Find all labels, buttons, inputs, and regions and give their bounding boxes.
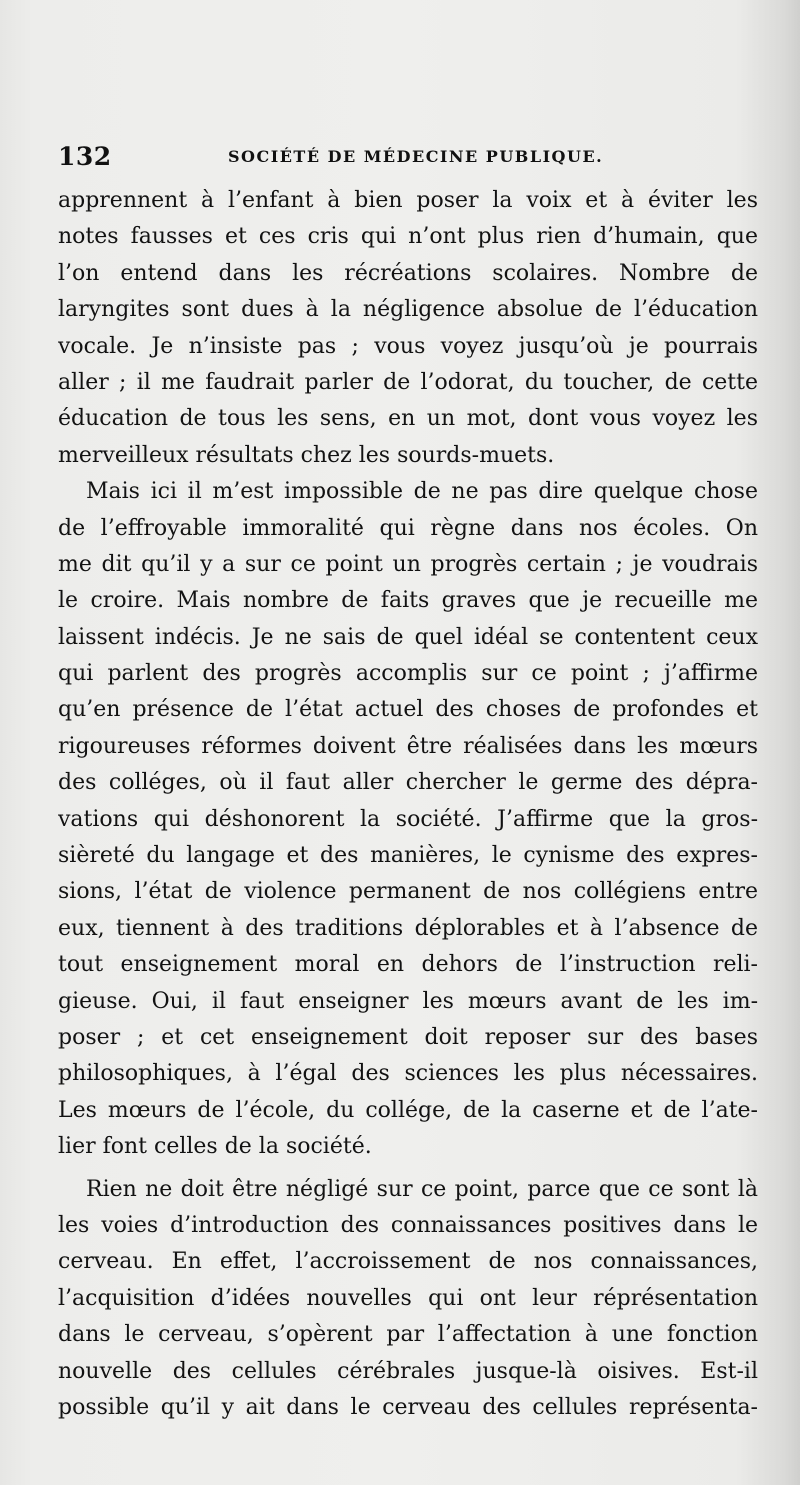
text-line: les voies d’introduction des connaissances positives dans le: [58, 1212, 758, 1238]
text-line: l’acquisition d’idées nouvelles qui ont leur réprésentation: [58, 1285, 758, 1311]
text-line: laissent indécis. Je ne sais de quel idéal se contentent ceux: [58, 624, 758, 650]
text-line: merveilleux résultats chez les sourds-muets.: [58, 442, 555, 468]
paragraph: [58, 1172, 758, 1427]
body-text: [58, 183, 758, 1426]
text-line: gieuse. Oui, il faut enseigner les mœurs avant de les im-: [58, 988, 758, 1014]
text-line: philosophiques, à l’égal des sciences les plus nécessaires.: [58, 1061, 758, 1087]
text-line: qu’en présence de l’état actuel des choses de profondes et: [58, 697, 758, 723]
text-line: eux, tiennent à des traditions déplorables et à l’absence de: [58, 915, 758, 941]
text-line: le croire. Mais nombre de faits graves que je recueille me: [58, 588, 758, 614]
text-line: Les mœurs de l’école, du collége, de la caserne et de l’ate-: [58, 1097, 758, 1123]
running-title: SOCIÉTÉ DE MÉDECINE PUBLIQUE.: [228, 147, 604, 166]
text-line: poser ; et cet enseignement doit reposer sur des bases: [58, 1024, 758, 1050]
text-line: qui parlent des progrès accomplis sur ce point ; j’affirme: [58, 661, 758, 687]
running-head: [58, 142, 758, 172]
page-number: 132: [58, 142, 112, 171]
text-line: aller ; il me faudrait parler de l’odorat, du toucher, de cette: [58, 369, 758, 395]
text-line: Mais ici il m’est impossible de ne pas dire quelque chose: [86, 479, 758, 505]
paragraph: [58, 474, 758, 1165]
text-line: vations qui déshonorent la société. J’affirme que la gros-: [58, 806, 758, 832]
text-line: lier font celles de la société.: [58, 1134, 372, 1160]
text-line: rigoureuses réformes doivent être réalisées dans les mœurs: [58, 733, 758, 759]
text-line: laryngites sont dues à la négligence absolue de l’éducation: [58, 297, 758, 323]
text-line: nouvelle des cellules cérébrales jusque-là oisives. Est-il: [58, 1358, 758, 1384]
text-line: vocale. Je n’insiste pas ; vous voyez jusqu’où je pourrais: [58, 333, 758, 359]
text-line: de l’effroyable immoralité qui règne dans nos écoles. On: [58, 515, 758, 541]
text-line: notes fausses et ces cris qui n’ont plus rien d’humain, que: [58, 224, 758, 250]
text-line: éducation de tous les sens, en un mot, dont vous voyez les: [58, 406, 758, 432]
text-line: apprennent à l’enfant à bien poser la voix et à éviter les: [58, 188, 758, 213]
text-line: possible qu’il y ait dans le cerveau des cellules représenta-: [58, 1394, 758, 1420]
text-line: dans le cerveau, s’opèrent par l’affectation à une fonction: [58, 1322, 758, 1348]
text-line: me dit qu’il y a sur ce point un progrès certain ; je voudrais: [58, 551, 758, 577]
text-line: sions, l’état de violence permanent de nos collégiens entre: [58, 879, 758, 905]
text-line: des colléges, où il faut aller chercher le germe des dépra-: [58, 770, 758, 796]
text-line: tout enseignement moral en dehors de l’instruction reli-: [58, 952, 758, 978]
text-line: l’on entend dans les récréations scolaires. Nombre de: [58, 260, 758, 286]
text-line: Rien ne doit être négligé sur ce point, parce que ce sont là: [86, 1176, 758, 1202]
text-line: sièreté du langage et des manières, le cynisme des expres-: [58, 843, 758, 869]
paragraph: [58, 183, 758, 474]
text-line: cerveau. En effet, l’accroissement de nos connaissances,: [58, 1249, 758, 1275]
